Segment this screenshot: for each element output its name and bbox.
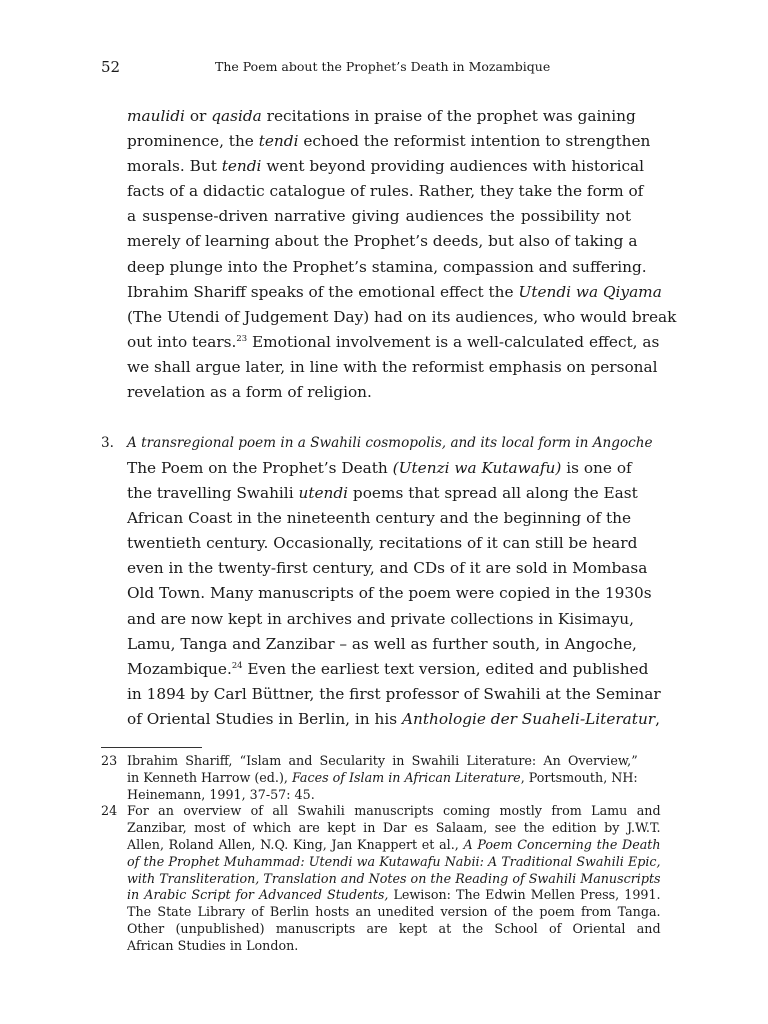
text-span: , Portsmouth, NH: xyxy=(520,769,638,785)
footnote-number: 23 xyxy=(101,753,118,768)
text-line: we shall argue later, in line with the reformist emphasis on personal xyxy=(127,357,658,376)
text-span: went beyond providing audiences with historical xyxy=(261,157,645,176)
paragraph xyxy=(127,456,661,732)
text-span: morals. But xyxy=(127,157,222,176)
text-line: Old Town. Many manuscripts of the poem were copied in the 1930s xyxy=(127,584,652,603)
footnote-line: Ibrahim Shariff, “Islam and Secularity in Swahili Literature: An Overview,” xyxy=(127,753,638,768)
footnote-text xyxy=(127,803,661,954)
text-span: of Oriental Studies in Berlin, in his xyxy=(127,709,402,728)
text-span: Ibrahim Shariff speaks of the emotional effect the xyxy=(127,282,519,301)
footnote-ref-24[interactable]: 24 xyxy=(231,659,243,670)
page-number: 52 xyxy=(101,58,121,76)
footnote-line: For an overview of all Swahili manuscripts coming mostly from Lamu and xyxy=(127,803,661,819)
text-line: deep plunge into the Prophet’s stamina, compassion and suffering. xyxy=(127,257,647,276)
section-number: 3. xyxy=(101,435,114,451)
text-span: Lewison: The Edwin Mellen Press, 1991. xyxy=(388,887,661,903)
text-span: , xyxy=(655,709,660,728)
footnote-separator xyxy=(101,747,202,748)
italic-term: qasida xyxy=(211,107,262,125)
text-span: Mozambique. xyxy=(127,659,232,678)
text-span: is one of xyxy=(561,459,632,477)
footnote-line: African Studies in London. xyxy=(127,937,299,953)
text-span: recitations in praise of the prophet was gaining xyxy=(261,107,636,125)
text-line xyxy=(127,456,631,481)
footnote-line: Zanzibar, most of which are kept in Dar es Salaam, see the edition by J.W.T. xyxy=(127,820,661,836)
italic-title: Faces of Islam in African Literature xyxy=(291,769,521,785)
text-span: Allen, Roland Allen, N.Q. King, Jan Knappert et al., xyxy=(127,836,464,852)
italic-term: utendi xyxy=(298,484,349,503)
text-line: even in the twenty-first century, and CDs of it are sold in Mombasa xyxy=(127,559,648,578)
text-line xyxy=(127,707,660,732)
footnote-line xyxy=(127,770,638,787)
italic-term: tendi xyxy=(258,132,299,151)
footnote-line xyxy=(127,854,661,871)
page-header xyxy=(101,58,631,78)
text-line: and are now kept in archives and private collections in Kisimayu, xyxy=(127,609,634,628)
text-span: The Poem on the Prophet’s Death xyxy=(127,459,393,477)
text-span: or xyxy=(184,107,212,125)
running-head: The Poem about the Prophet’s Death in Mozambique xyxy=(215,59,551,74)
text-span: in Kenneth Harrow (ed.), xyxy=(127,769,292,785)
footnote-number: 24 xyxy=(101,803,118,819)
text-span: prominence, the xyxy=(127,132,259,151)
text-line: twentieth century. Occasionally, recitations of it can still be heard xyxy=(127,534,638,553)
footnote-line xyxy=(127,871,661,888)
footnote-ref-23[interactable]: 23 xyxy=(236,332,248,343)
footnote-line xyxy=(127,887,661,904)
text-span: the travelling Swahili xyxy=(127,484,299,503)
italic-title: in Arabic Script for Advanced Students, xyxy=(127,887,389,903)
text-line: (The Utendi of Judgement Day) had on its audiences, who would break xyxy=(127,307,677,326)
text-line xyxy=(127,330,660,355)
text-line: revelation as a form of religion. xyxy=(127,383,372,402)
text-span: poems that spread all along the East xyxy=(348,484,638,503)
text-line: Lamu, Tanga and Zanzibar – as well as further south, in Angoche, xyxy=(127,634,637,653)
text-line xyxy=(127,154,645,179)
text-span: Emotional involvement is a well-calculated effect, as xyxy=(247,332,660,351)
footnotes xyxy=(101,753,661,955)
italic-term: maulidi xyxy=(127,107,185,125)
text-line: in 1894 by Carl Büttner, the first professor of Swahili at the Seminar xyxy=(127,684,661,703)
text-line xyxy=(127,280,662,305)
italic-title: Anthologie der Suaheli-Literatur xyxy=(401,709,656,728)
italic-title: Utendi wa Qiyama xyxy=(518,282,662,301)
text-span: Even the earliest text version, edited and published xyxy=(242,659,649,678)
italic-title: (Utenzi wa Kutawafu) xyxy=(392,459,562,477)
footnote-line: Heinemann, 1991, 37-57: 45. xyxy=(127,786,315,802)
section-title: A transregional poem in a Swahili cosmopolis, and its local form in Angoche xyxy=(127,435,653,451)
text-span: echoed the reformist intention to strengthen xyxy=(298,132,651,151)
footnote-23 xyxy=(101,753,638,803)
text-line: African Coast in the nineteenth century and the beginning of the xyxy=(127,509,631,528)
text-line xyxy=(127,481,638,506)
italic-title: A Poem Concerning the Death xyxy=(463,836,661,852)
footnote-24 xyxy=(101,803,661,954)
italic-title: of the Prophet Muhammad: Utendi wa Kutawafu Nabii: A Traditional Swahili Epic, xyxy=(127,853,661,869)
footnote-line: Other (unpublished) manuscripts are kept at the School of Oriental and xyxy=(127,920,661,936)
footnote-text xyxy=(127,753,638,803)
italic-term: tendi xyxy=(221,157,262,176)
text-span: out into tears. xyxy=(127,332,237,351)
italic-title: with Transliteration, Translation and Notes on the Reading of Swahili Manuscripts xyxy=(127,870,661,886)
text-line xyxy=(127,104,636,129)
footnote-line xyxy=(127,837,661,854)
section-heading xyxy=(101,434,653,452)
text-line: a suspense-driven narrative giving audiences the possibility not xyxy=(127,207,631,226)
text-line: facts of a didactic catalogue of rules. Rather, they take the form of xyxy=(127,182,644,201)
footnote-line: The State Library of Berlin hosts an unedited version of the poem from Tanga. xyxy=(127,904,661,920)
text-line: merely of learning about the Prophet’s deeds, but also of taking a xyxy=(127,232,638,251)
paragraph-continued xyxy=(127,104,677,405)
text-line xyxy=(127,129,651,154)
text-line xyxy=(127,657,649,682)
